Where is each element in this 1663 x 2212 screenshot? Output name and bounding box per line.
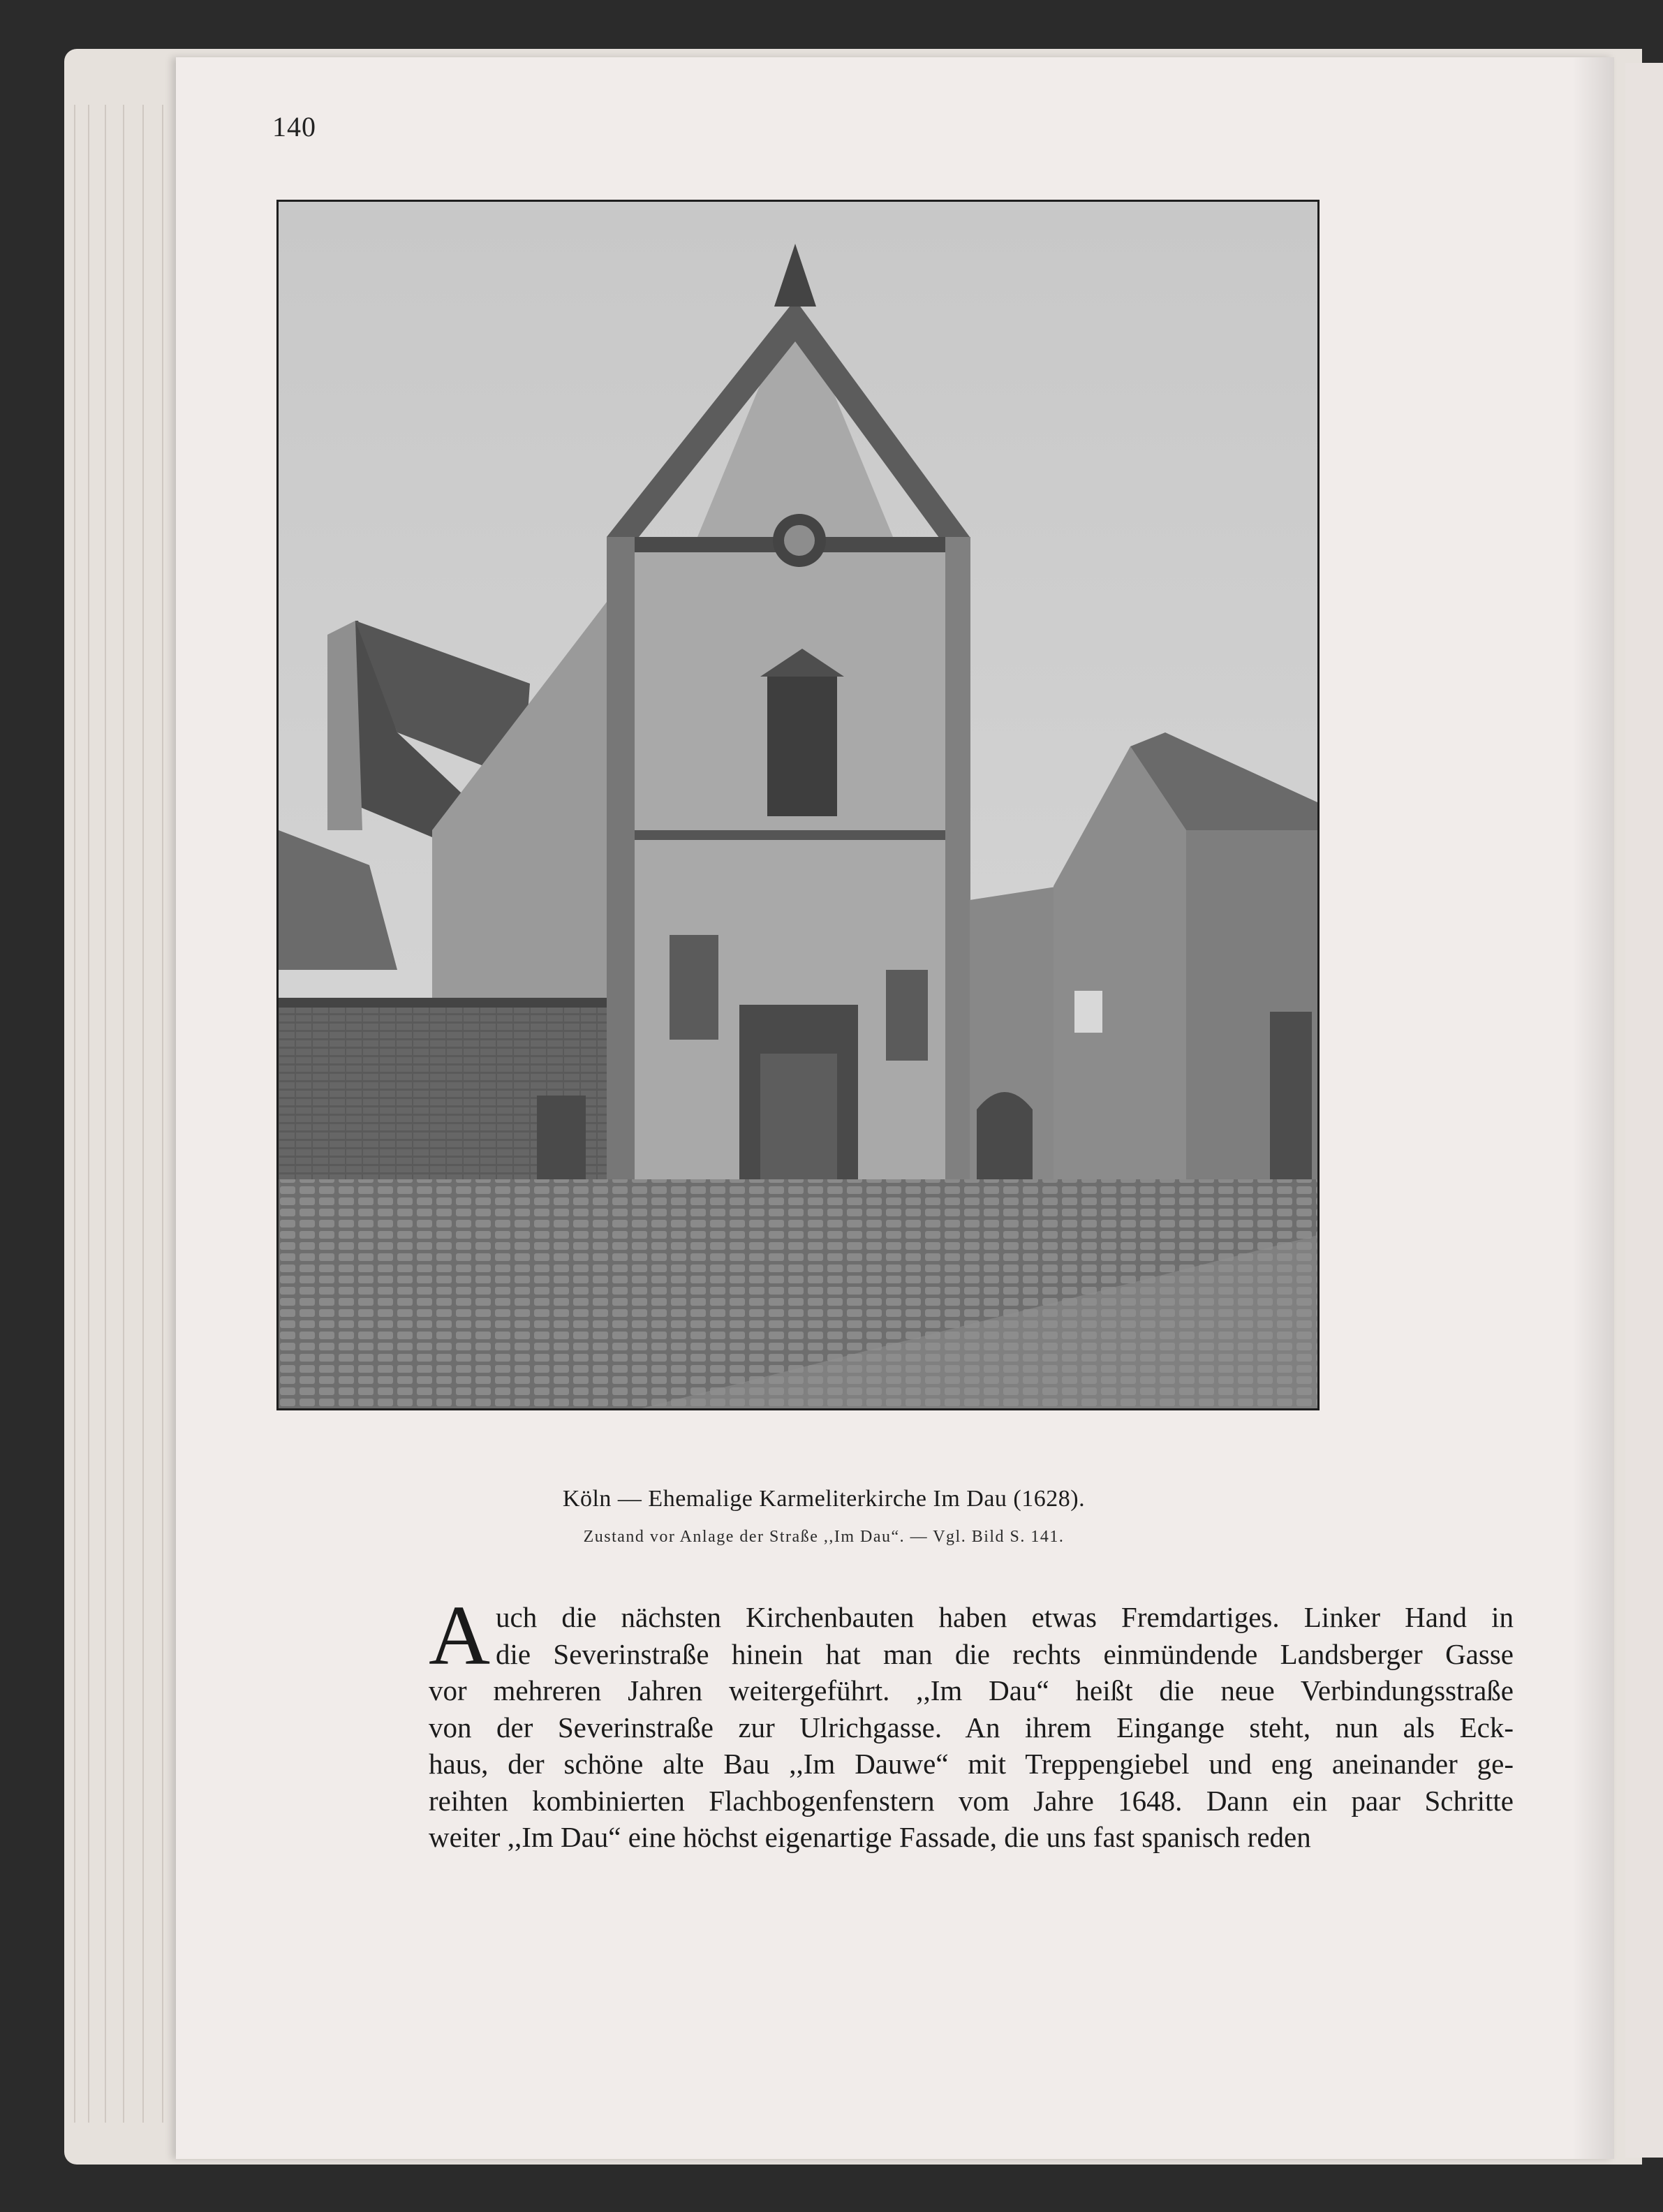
text-line: vor mehreren Jahren weitergeführt. ,,Im Dau“ heißt die neue Verbindungsstraße (429, 1674, 1514, 1706)
text-line: haus, der schöne alte Bau ,,Im Dauwe“ mit Treppengiebel und eng aneinander ge- (429, 1748, 1514, 1780)
page-number: 140 (272, 111, 316, 142)
page-edge (162, 105, 163, 2123)
gate-pier (1270, 1012, 1312, 1179)
mid-band (607, 830, 970, 840)
page-edge (105, 105, 106, 2123)
portal-door (760, 1054, 837, 1179)
niche-left (670, 935, 718, 1040)
page-edge (74, 105, 75, 2123)
pilaster-left (607, 537, 635, 1179)
church-facade-illustration (279, 202, 1317, 1408)
arched-gate (977, 1092, 1033, 1179)
page-gutter-shadow (1572, 57, 1614, 2159)
niche-right (886, 970, 928, 1061)
facing-page-edge (1625, 63, 1663, 2158)
body-paragraph (429, 1588, 1514, 1856)
house-window (1074, 991, 1102, 1033)
text-line: weiter ,,Im Dau“ eine höchst eigenartige Fassade, die uns fast spanisch reden (429, 1821, 1311, 1853)
figure-subcaption: Zustand vor Anlage der Straße ,,Im Dau“. — Vgl. Bild S. 141. (583, 1528, 1065, 1546)
page-edge (123, 105, 124, 2123)
page-edge (142, 105, 144, 2123)
drop-cap: A (429, 1588, 491, 1683)
text-line: reihten kombinierten Flachbogenfenstern vom Jahre 1648. Dann ein paar Schritte (429, 1784, 1514, 1817)
figure-photograph (276, 200, 1320, 1410)
text-line: von der Severinstraße zur Ulrichgasse. An ihrem Eingange steht, nun als Eck- (429, 1711, 1514, 1743)
page-edge (88, 105, 89, 2123)
figure-caption: Köln — Ehemalige Karmeliterkirche Im Dau (1628). (562, 1486, 1086, 1512)
wall-door (537, 1096, 586, 1179)
pilaster-right (945, 537, 970, 1179)
upper-window (767, 677, 837, 816)
text-line: uch die nächsten Kirchenbauten haben etwas Fremdartiges. Linker Hand in (496, 1601, 1514, 1633)
text-line: die Severinstraße hinein hat man die rechts einmündende Landsberger Gasse (496, 1637, 1514, 1670)
